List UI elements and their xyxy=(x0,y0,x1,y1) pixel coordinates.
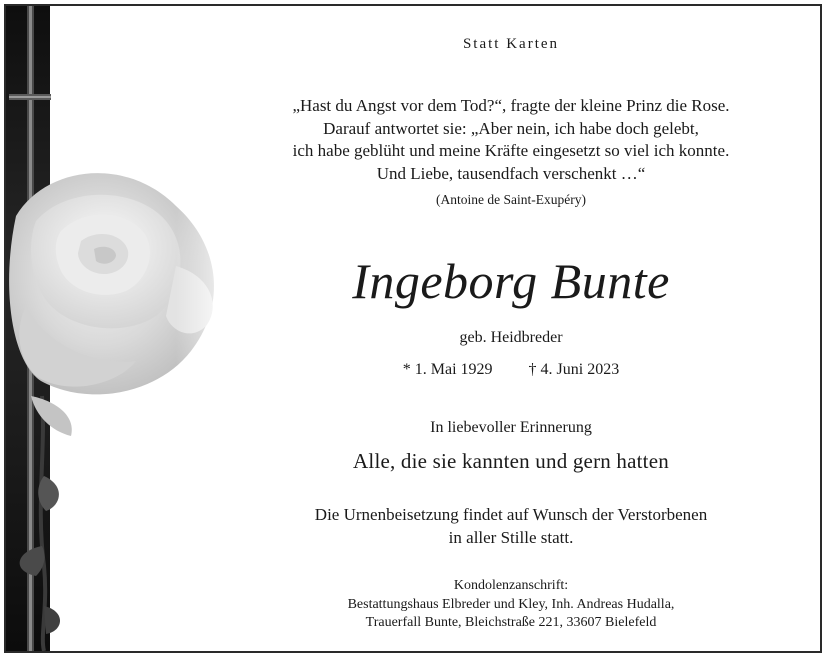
mourners: Alle, die sie kannten und gern hatten xyxy=(353,449,669,473)
deceased-name: Ingeborg Bunte xyxy=(352,253,670,309)
obituary-card xyxy=(4,4,822,653)
quote-line: ich habe geblüht und meine Kräfte eingesetzt so viel ich konnte. xyxy=(292,141,730,160)
quote-line: Darauf antwortet sie: „Aber nein, ich habe doch gelebt, xyxy=(323,118,699,138)
quote-line: „Hast du Angst vor dem Tod?“, fragte der kleine Prinz die Rose. xyxy=(292,96,730,115)
birth-name: geb. Heidbreder xyxy=(459,329,563,346)
birth-date: * 1. Mai 1929 xyxy=(402,361,493,378)
condolence-address xyxy=(191,577,822,633)
memorial-intro: In liebevoller Erinnerung xyxy=(430,419,592,436)
quote-line: Und Liebe, tausendfach verschenkt …“ xyxy=(376,163,646,183)
condolence-line: Bestattungshaus Elbreder und Kley, Inh. Andreas Hudalla, xyxy=(347,596,675,612)
death-date: † 4. Juni 2023 xyxy=(528,361,620,378)
condolence-line: Kondolenzanschrift: xyxy=(453,578,569,593)
burial-line: in aller Stille statt. xyxy=(448,528,574,547)
quote xyxy=(191,95,822,185)
condolence-line: Trauerfall Bunte, Bleichstraße 221, 33607 Bielefeld xyxy=(365,615,657,630)
header-statt-karten: Statt Karten xyxy=(462,36,560,52)
obituary-text xyxy=(191,6,822,651)
burial-line: Die Urnenbeisetzung findet auf Wunsch der Verstorbenen xyxy=(314,505,708,524)
burial-notice xyxy=(191,503,822,549)
quote-attribution: (Antoine de Saint-Exupéry) xyxy=(436,192,586,207)
life-dates xyxy=(191,361,822,379)
